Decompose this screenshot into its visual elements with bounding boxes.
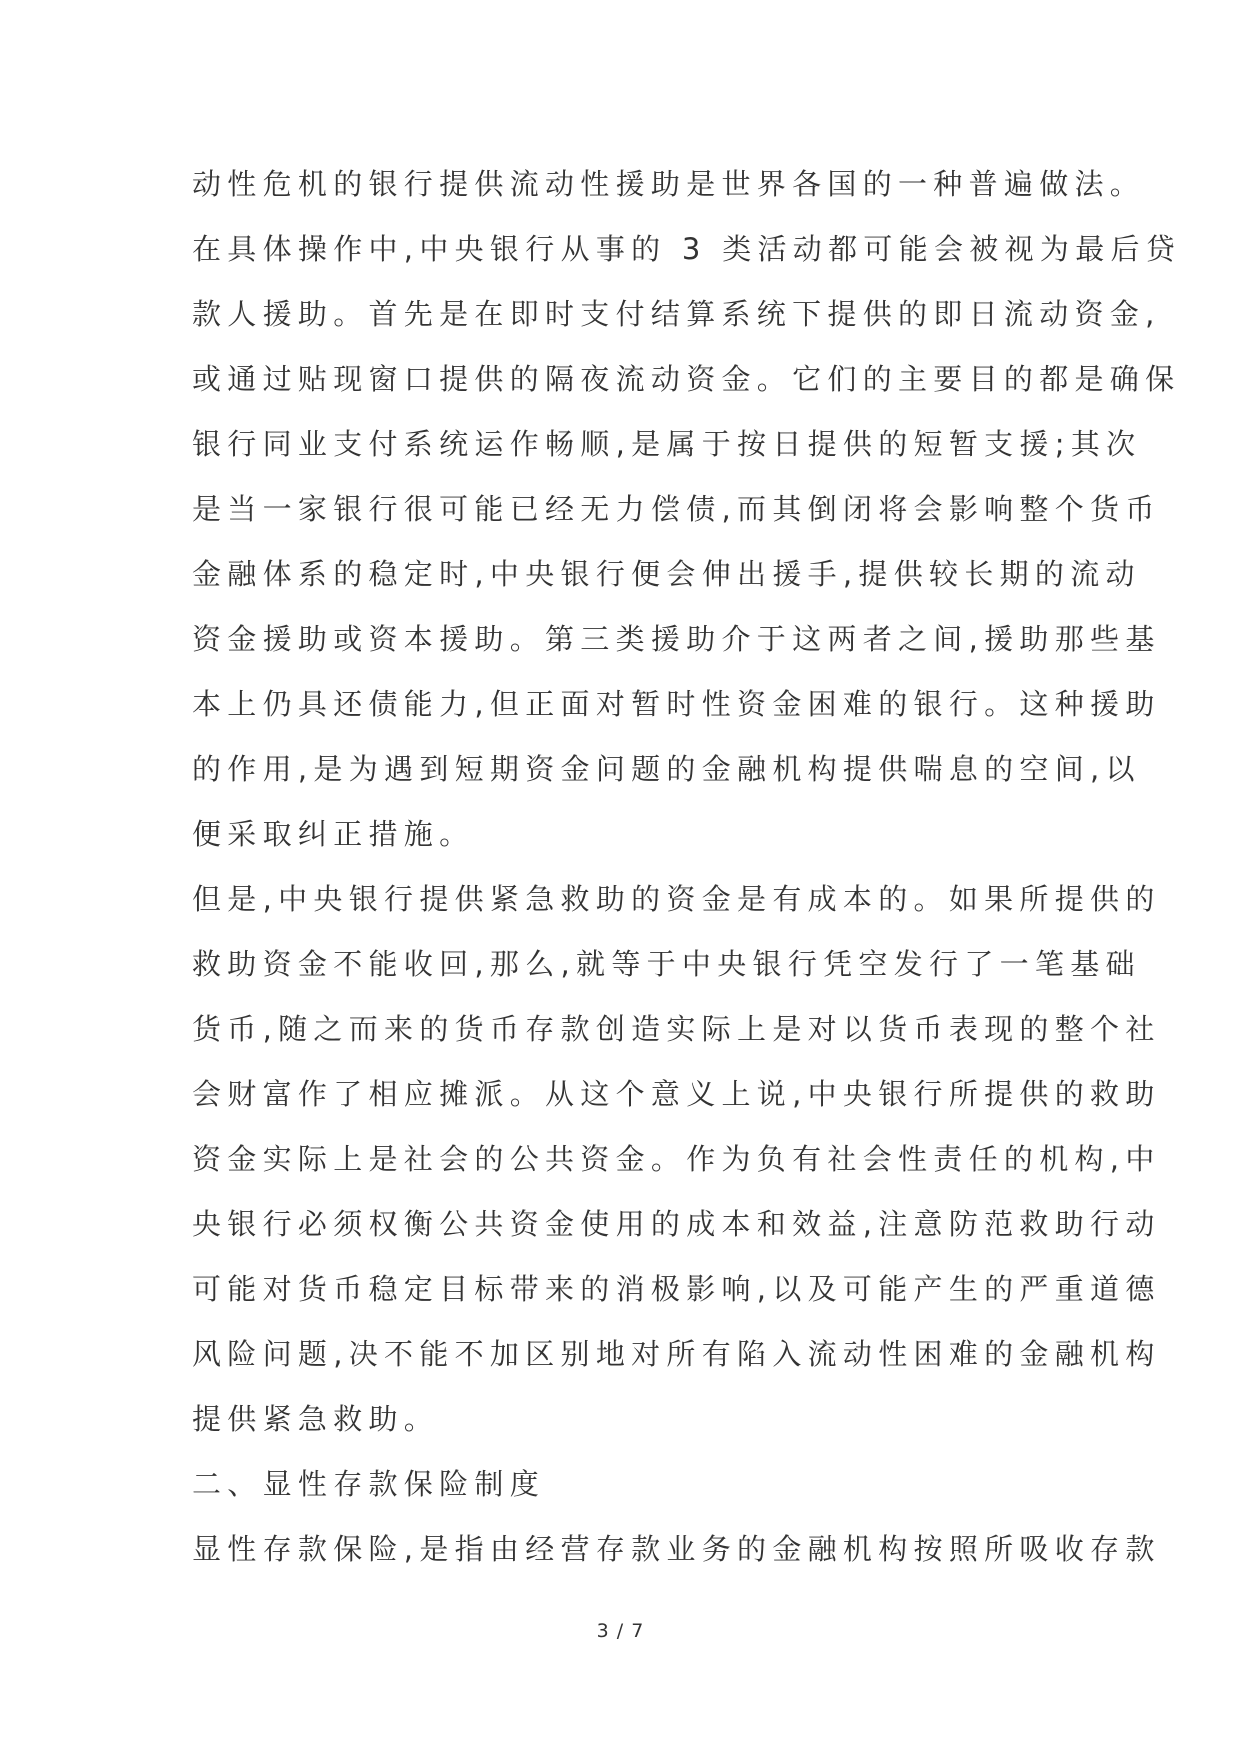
text-line: 金融体系的稳定时,中央银行便会伸出援手,提供较长期的流动 (192, 557, 1141, 591)
page-number: 3 / 7 (596, 1620, 645, 1642)
text-line: 显性存款保险,是指由经营存款业务的金融机构按照所吸收存款 (192, 1532, 1161, 1566)
page-body-text (192, 152, 1182, 1582)
text-line: 央银行必须权衡公共资金使用的成本和效益,注意防范救助行动 (192, 1207, 1161, 1241)
text-line: 动性危机的银行提供流动性援助是世界各国的一种普遍做法。 (192, 167, 1146, 201)
section-heading: 二、显性存款保险制度 (192, 1467, 546, 1501)
text-line: 或通过贴现窗口提供的隔夜流动资金。它们的主要目的都是确保 (192, 362, 1181, 396)
text-line: 救助资金不能收回,那么,就等于中央银行凭空发行了一笔基础 (192, 947, 1141, 981)
text-line: 提供紧急救助。 (192, 1402, 440, 1436)
text-line: 在具体操作中,中央银行从事的 3 类活动都可能会被视为最后贷 (192, 232, 1182, 266)
text-line: 可能对货币稳定目标带来的消极影响,以及可能产生的严重道德 (192, 1272, 1161, 1306)
text-line: 会财富作了相应摊派。从这个意义上说,中央银行所提供的救助 (192, 1077, 1161, 1111)
text-line: 银行同业支付系统运作畅顺,是属于按日提供的短暂支援;其次 (192, 427, 1142, 461)
text-line: 货币,随之而来的货币存款创造实际上是对以货币表现的整个社 (192, 1012, 1161, 1046)
text-line: 款人援助。首先是在即时支付结算系统下提供的即日流动资金, (192, 297, 1161, 331)
text-line: 风险问题,决不能不加区别地对所有陷入流动性困难的金融机构 (192, 1337, 1161, 1371)
text-line: 但是,中央银行提供紧急救助的资金是有成本的。如果所提供的 (192, 882, 1161, 916)
text-line: 本上仍具还债能力,但正面对暂时性资金困难的银行。这种援助 (192, 687, 1161, 721)
text-line: 资金实际上是社会的公共资金。作为负有社会性责任的机构,中 (192, 1142, 1161, 1176)
text-line: 便采取纠正措施。 (192, 817, 475, 851)
text-line: 的作用,是为遇到短期资金问题的金融机构提供喘息的空间,以 (192, 752, 1141, 786)
text-line: 资金援助或资本援助。第三类援助介于这两者之间,援助那些基 (192, 622, 1161, 656)
text-line: 是当一家银行很可能已经无力偿债,而其倒闭将会影响整个货币 (192, 492, 1161, 526)
